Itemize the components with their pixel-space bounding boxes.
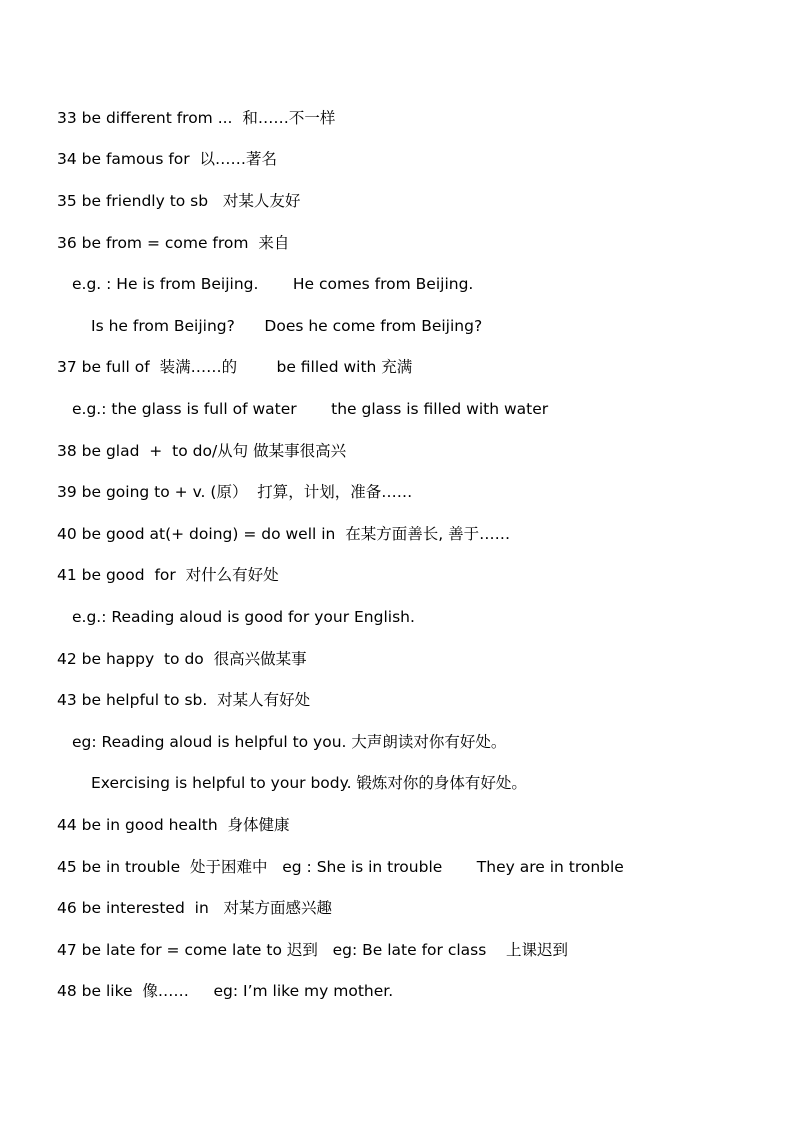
example-41: e.g.: Reading aloud is good for your English. — [72, 608, 415, 626]
entry-47: 47 be late for = come late to 迟到 eg: Be late for class 上课迟到 — [57, 941, 569, 959]
entry-46: 46 be interested in 对某方面感兴趣 — [57, 899, 333, 917]
example-36b: Is he from Beijing? Does he come from Beijing? — [91, 317, 483, 335]
entry-45: 45 be in trouble 处于困难中 eg : She is in trouble They are in tronble — [57, 858, 624, 876]
example-43a: eg: Reading aloud is helpful to you. 大声朗读对你有好处。 — [72, 733, 507, 751]
entry-34: 34 be famous for 以……著名 — [57, 150, 277, 168]
entry-48: 48 be like 像…… eg: I’m like my mother. — [57, 982, 394, 1000]
entry-37: 37 be full of 装满……的 be filled with 充满 — [57, 358, 413, 376]
example-37: e.g.: the glass is full of water the glass is filled with water — [72, 400, 549, 418]
entry-40: 40 be good at(+ doing) = do well in 在某方面善长, 善于…… — [57, 525, 511, 543]
entry-38: 38 be glad + to do/从句 做某事很高兴 — [57, 442, 347, 460]
entry-44: 44 be in good health 身体健康 — [57, 816, 290, 834]
entry-33: 33 be different from ... 和……不一样 — [57, 109, 336, 127]
entry-36: 36 be from = come from 来自 — [57, 234, 290, 252]
example-43b: Exercising is helpful to your body. 锻炼对你的身体有好处。 — [91, 774, 527, 792]
example-36a: e.g. : He is from Beijing. He comes from Beijing. — [72, 275, 474, 293]
entry-35: 35 be friendly to sb 对某人友好 — [57, 192, 301, 210]
entry-39: 39 be going to + v. (原） 打算，计划，准备…… — [57, 483, 413, 501]
entry-42: 42 be happy to do 很高兴做某事 — [57, 650, 307, 668]
entry-41: 41 be good for 对什么有好处 — [57, 566, 279, 584]
entry-43: 43 be helpful to sb. 对某人有好处 — [57, 691, 311, 709]
